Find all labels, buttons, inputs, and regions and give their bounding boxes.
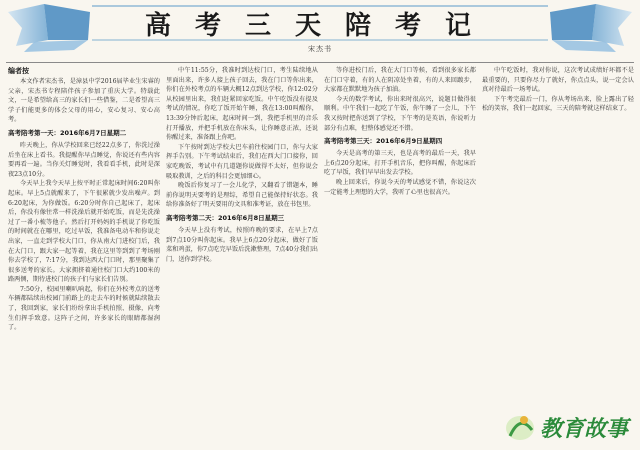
section-title-day1: 高考陪考第一天：2016年6月7日星期二	[8, 128, 127, 137]
paragraph: 下午按时到达学校大巴车前往校园门口，你与大家挥手告别。下午考试结束后，我们在西大门口接你，回家吃晚饭，考试中有几道题你说做得不太好，但你说会吸取教训，之后的科目会更加细心。	[166, 143, 318, 180]
text-column-2	[166, 66, 318, 446]
paragraph: 中午11:55分，我准时到达校门口，考生陆续地从里面出来，许多人接上孩子回去，我在门口等你出来，你们在外校考点的车辆大概12点到达学校，你12:02分从校园里出来，我们赶紧回家吃饭。中午吃饭没有提及考试的情况，你吃了饭开始午睡，我在13:00叫醒你，13:39分钟后起床，起床时间一到，我把手机里的音乐打开播放，并把手机放在你床头，让你睡意正浓，还说你醒过来，准备跟上你吧。	[166, 67, 318, 142]
article-body	[8, 66, 634, 446]
paragraph: 等你进校门后，我在大门口等候，看到很多家长都在门口守着，有的人在阴凉处坐着，有的人来回踱步，大家都在默默地为孩子加油。	[324, 67, 476, 94]
paragraph: 今天早上我令天早上按平时正常起床时间6:20叫你起床。早上5点就醒来了，下午很累就少发出噪声。到6:20起床，为你做饭。6:20分时你自己起床了，起床后，你没有像往常一样洗澡后就开始吃饭，而是先洗澡过了一番小梳等他子。然后打开妈妈的手机说了你吃饭的时间就在在哪里，吃过早饭，我准备电动车和你说走出家，一直走到学校大门口，你从南大门进校门后，我在大门口，跟大家一起等着，我在这里等到到了考场刚你去学校了，7:17分，我到达西大门口时，那里聚集了很多送考的家长。大家拥挤着通往校门口大约100米的路两侧，期待进校门的孩子们与家长们告别。	[8, 180, 160, 284]
title-banner	[4, 2, 636, 56]
paragraph: 晚上回来后，你说今天的考试感觉不错，你说这次一定能考上理想的大学，我听了心里也很高兴。	[324, 178, 476, 196]
editor-note-text: 本文作者宋杰书，是漳县中学2016届毕业生宋睿的父亲，宋杰书专程陪伴孩子参加了重庆大学。特载此文，一是希望给高三的家长们一些借鉴，二是希望高三学子们能更多的体会父母的用心，安心复习、安心高考。	[8, 78, 160, 124]
text-column-1	[8, 66, 160, 446]
logo-graphic	[502, 408, 634, 446]
article-title: 高考三天陪考记	[144, 11, 495, 41]
paragraph: 今天早上没有考试，按照昨晚的要求，在早上7点到7点10分叫你起床。我早上6点20分起床，做好了饭菜和鸡蛋，你7点吃完早饭后洗漱整理，7点40分我们出门，送你到学校。	[166, 226, 318, 263]
text-column-4	[482, 66, 634, 446]
logo-text: 教育故事	[540, 416, 629, 442]
paragraph: 今天的数学考试，你出来时很高兴，说题目做得很顺利。中午我们一起吃了午饭，你午睡了一会儿，下午我又按时把你送到了学校，下午考的是英语，你说听力部分有点难，但整体感觉还不错。	[324, 95, 476, 132]
header-divider	[6, 62, 634, 63]
paragraph: 今天是高考的第三天，也是高考的最后一天，我早上6点20分起床，打开手机音乐，把你叫醒，你起床后吃了早饭，我们早早出发去学校。	[324, 150, 476, 177]
paragraph: 7:50分，校园里喇叭响起，你们在外校考点的送考车辆都陆续出校园门前路上的走去车的时候就陆续散去了，我回到家，家长们纷纷拿出手机拍照、摄像，向考生们挥手致意。这阵子之间，许多家长的眼睛都湿润了。	[8, 285, 160, 332]
section-title-day2: 高考陪考第二天：2016年6月8日星期三	[166, 213, 285, 222]
paragraph: 中午吃饭时，我对你说，这次考试成绩好坏都不是最重要的，只要你尽力了就好，你点点头，说一定会认真对待最后一场考试。	[482, 67, 634, 94]
paragraph: 晚饭后你复习了一会儿化学，又翻看了错题本，睡前你说明天要考的是理综，希望自己能保持好状态。我给你准备好了明天要用的文具和准考证，放在书包里。	[166, 182, 318, 209]
paragraph: 昨天晚上，你从学校回来已经22点多了，你洗过澡后坐在床上看书。我提醒你早点睡觉，你说还有些内容要再看一遍。当你关灯睡觉时，我看看手机，此时是深夜23点10分。	[8, 141, 160, 178]
education-story-logo	[502, 408, 634, 446]
article-author: 宋杰书	[308, 45, 332, 53]
section-title-day3: 高考陪考第三天：2016年6月9日星期四	[324, 137, 443, 146]
editor-note-label: 编者按	[8, 67, 29, 75]
paragraph: 下午考完最后一门，你从考场出来，脸上露出了轻松的笑容，我们一起回家，三天的陪考就这样结束了。	[482, 95, 634, 113]
text-column-3	[324, 66, 476, 446]
